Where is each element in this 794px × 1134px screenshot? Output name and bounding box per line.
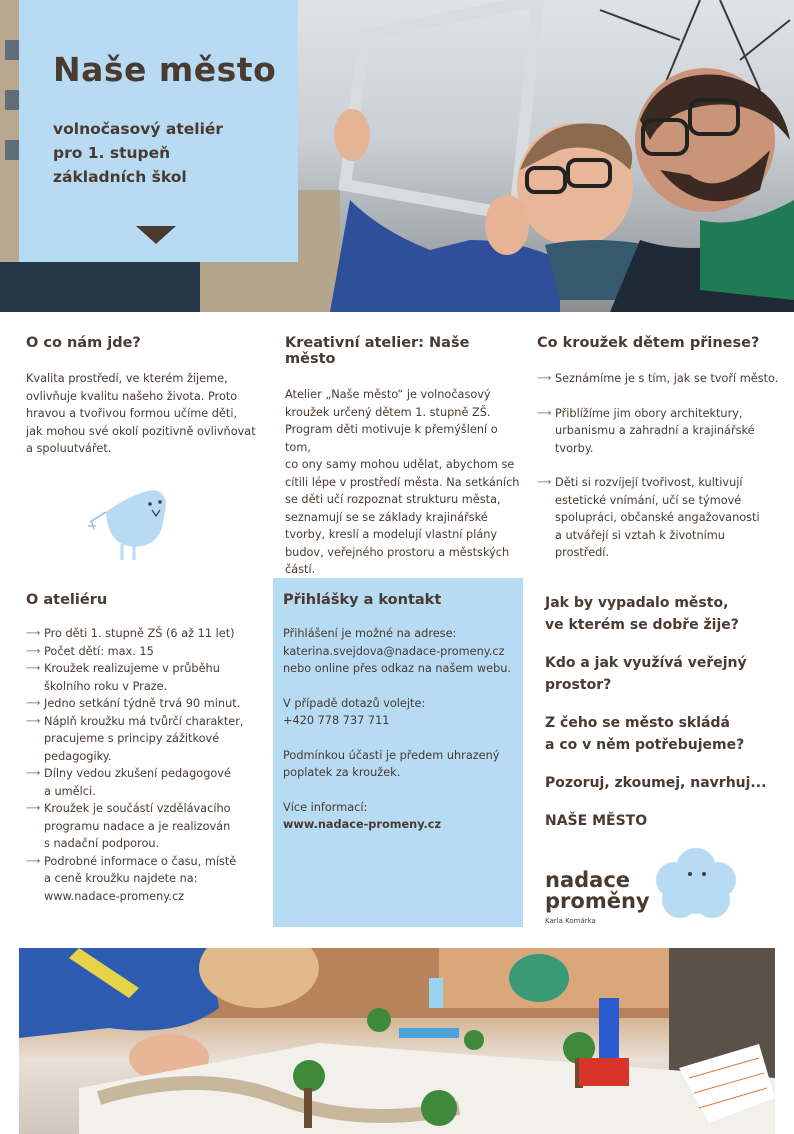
more-info-label: Více informací: [283, 800, 368, 814]
text-line: pedagogiky. [44, 749, 112, 763]
text-line: estetické vnímání, učí se týmové [555, 493, 742, 507]
text-line: ⟶ Seznámíme je s tím, jak se tvoří město. [555, 372, 779, 385]
text-line: částí. [285, 563, 316, 576]
text-line: budov, veřejného prostoru a městských [285, 545, 510, 559]
question-1 [545, 592, 785, 636]
text-line: ⟶ Kroužek je součástí vzdělávacího [44, 802, 231, 815]
question-3 [545, 712, 785, 756]
text-line: Kvalita prostředí, ve kterém žijeme, [26, 372, 228, 385]
section-heading: O co nám jde? [26, 335, 141, 351]
text-line: Program děti motivuje k přemýšlení o tom, [285, 423, 498, 454]
about-web-link[interactable]: www.nadace-promeny.cz [44, 889, 185, 903]
list-item [26, 765, 266, 800]
list-item [26, 660, 266, 695]
text-line: programu nadace a je realizován [44, 819, 231, 833]
section-heading: Přihlášky a kontakt [283, 592, 442, 608]
text-line: Jak by vypadalo město, [545, 595, 729, 611]
section-heading: Co kroužek dětem přinese? [537, 335, 760, 351]
section-questions [545, 592, 785, 832]
text-line: školního roku v Praze. [44, 679, 168, 693]
text-line: hravou a tvořivou formou učíme děti, [26, 407, 238, 420]
text-line: ⟶ Podrobné informace o času, místě [44, 854, 237, 868]
contact-email-link[interactable]: katerina.svejdova@nadace-promeny.cz [283, 644, 505, 658]
list-item [26, 800, 266, 853]
workshop-photo [19, 948, 775, 1134]
contact-p1 [283, 625, 519, 678]
text-line: Atelier „Naše město“ je volnočasový [285, 388, 491, 401]
title-box [19, 0, 298, 262]
text-line: prostor? [545, 677, 612, 693]
text-line: ⟶ Děti si rozvíjejí tvořivost, kultivují [555, 476, 743, 489]
section-text [26, 370, 261, 458]
down-arrow-icon [136, 226, 176, 244]
logo-subtitle: Karla Komárka [545, 917, 596, 925]
subtitle-line: základních škol [53, 168, 187, 186]
text-line: Kdo a jak využívá veřejný [545, 655, 747, 671]
text-line: V případě dotazů volejte: [283, 696, 426, 710]
subtitle [53, 117, 223, 189]
text-line: jak mohou své okolí pozitivně ovlivňovat [26, 424, 256, 438]
text-line: ve kterém se dobře žije? [545, 617, 739, 633]
text-line: Přihlášení je možné na adrese: [283, 627, 457, 640]
text-line: ⟶ Přiblížíme jim obory architektury, [555, 406, 743, 420]
text-line: a spoluutvářet. [26, 442, 112, 455]
text-line: Podmínkou účasti je předem uhrazený [283, 748, 500, 762]
section-goal [26, 335, 261, 458]
text-line: ⟶ Počet dětí: max. 15 [44, 644, 154, 658]
nadace-promeny-logo [545, 870, 650, 912]
subtitle-line: pro 1. stupeň [53, 144, 171, 162]
text-line: s nadační podporou. [44, 837, 160, 850]
section-about [26, 592, 266, 905]
contact-p2 [283, 695, 519, 730]
text-line: a utvářejí si vztah k životnímu [555, 528, 725, 542]
text-line: ⟶ Pro děti 1. stupně ZŠ (6 až 11 let) [44, 627, 235, 640]
contact-more [283, 799, 519, 834]
text-line: nebo online přes odkaz na našem webu. [283, 662, 511, 675]
list-item [537, 370, 787, 388]
question-2 [545, 652, 785, 696]
text-line: Z čeho se město skládá [545, 715, 730, 731]
benefits-list [537, 370, 787, 562]
text-line: cítili lépe v prostředí města. Na setkáních [285, 475, 520, 489]
section-text [285, 386, 520, 579]
logo-line: nadace [545, 868, 631, 892]
list-item [26, 625, 266, 643]
subtitle-line: volnočasový ateliér [53, 120, 224, 138]
brand-label: NAŠE MĚSTO [545, 813, 648, 829]
text-line: poplatek za kroužek. [283, 766, 401, 779]
contact-p3 [283, 747, 519, 782]
contact-web-link[interactable]: www.nadace-promeny.cz [283, 818, 442, 831]
text-line: a umělci. [44, 784, 96, 798]
text-line: ⟶ Jedno setkání týdně trvá 90 minut. [44, 697, 241, 710]
section-benefits [537, 335, 787, 579]
section-atelier [285, 335, 520, 579]
section-heading: O ateliéru [26, 592, 108, 608]
text-line: co ony samy mohou udělat, abychom se [285, 458, 515, 471]
logo-line: proměny [545, 889, 650, 913]
text-line: kroužek určený dětem 1. stupně ZŠ. [285, 405, 491, 419]
contact-box [273, 578, 523, 927]
list-item [26, 695, 266, 713]
list-item [537, 474, 787, 562]
list-item [26, 853, 266, 906]
cloud-icon [652, 846, 740, 928]
motto: Pozoruj, zkoumej, navrhuj... [545, 775, 767, 791]
page-title: Naše město [53, 50, 277, 89]
text-line: prostředí. [555, 546, 610, 559]
list-item [537, 405, 787, 458]
list-item [26, 713, 266, 766]
text-line: a ceně kroužku najdete na: [44, 872, 198, 885]
text-line: pracujeme s principy zážitkové [44, 732, 220, 745]
text-line: urbanismu a zahradní a krajinářské [555, 424, 755, 437]
text-line: tvorby, kreslí a modelují vlastní plány [285, 528, 498, 541]
about-list [26, 625, 266, 905]
text-line: spolupráci, občanské angažovanosti [555, 511, 760, 524]
text-line: ⟶ Dílny vedou zkušení pedagogové [44, 767, 231, 780]
list-item [26, 643, 266, 661]
text-line: ⟶ Kroužek realizujeme v průběhu [44, 662, 220, 675]
text-line: se děti učí rozpoznat strukturu města, [285, 493, 501, 506]
text-line: seznamují se se základy krajinářské [285, 510, 488, 524]
text-line: ovlivňuje kvalitu našeho života. Proto [26, 389, 238, 403]
contact-phone-link[interactable]: +420 778 737 711 [283, 714, 390, 727]
text-line: tvorby. [555, 441, 594, 455]
section-heading: Kreativní atelier: Naše město [285, 335, 470, 367]
bird-icon [84, 482, 174, 568]
text-line: ⟶ Náplň kroužku má tvůrčí charakter, [44, 714, 244, 728]
text-line: a co v něm potřebujeme? [545, 737, 745, 753]
